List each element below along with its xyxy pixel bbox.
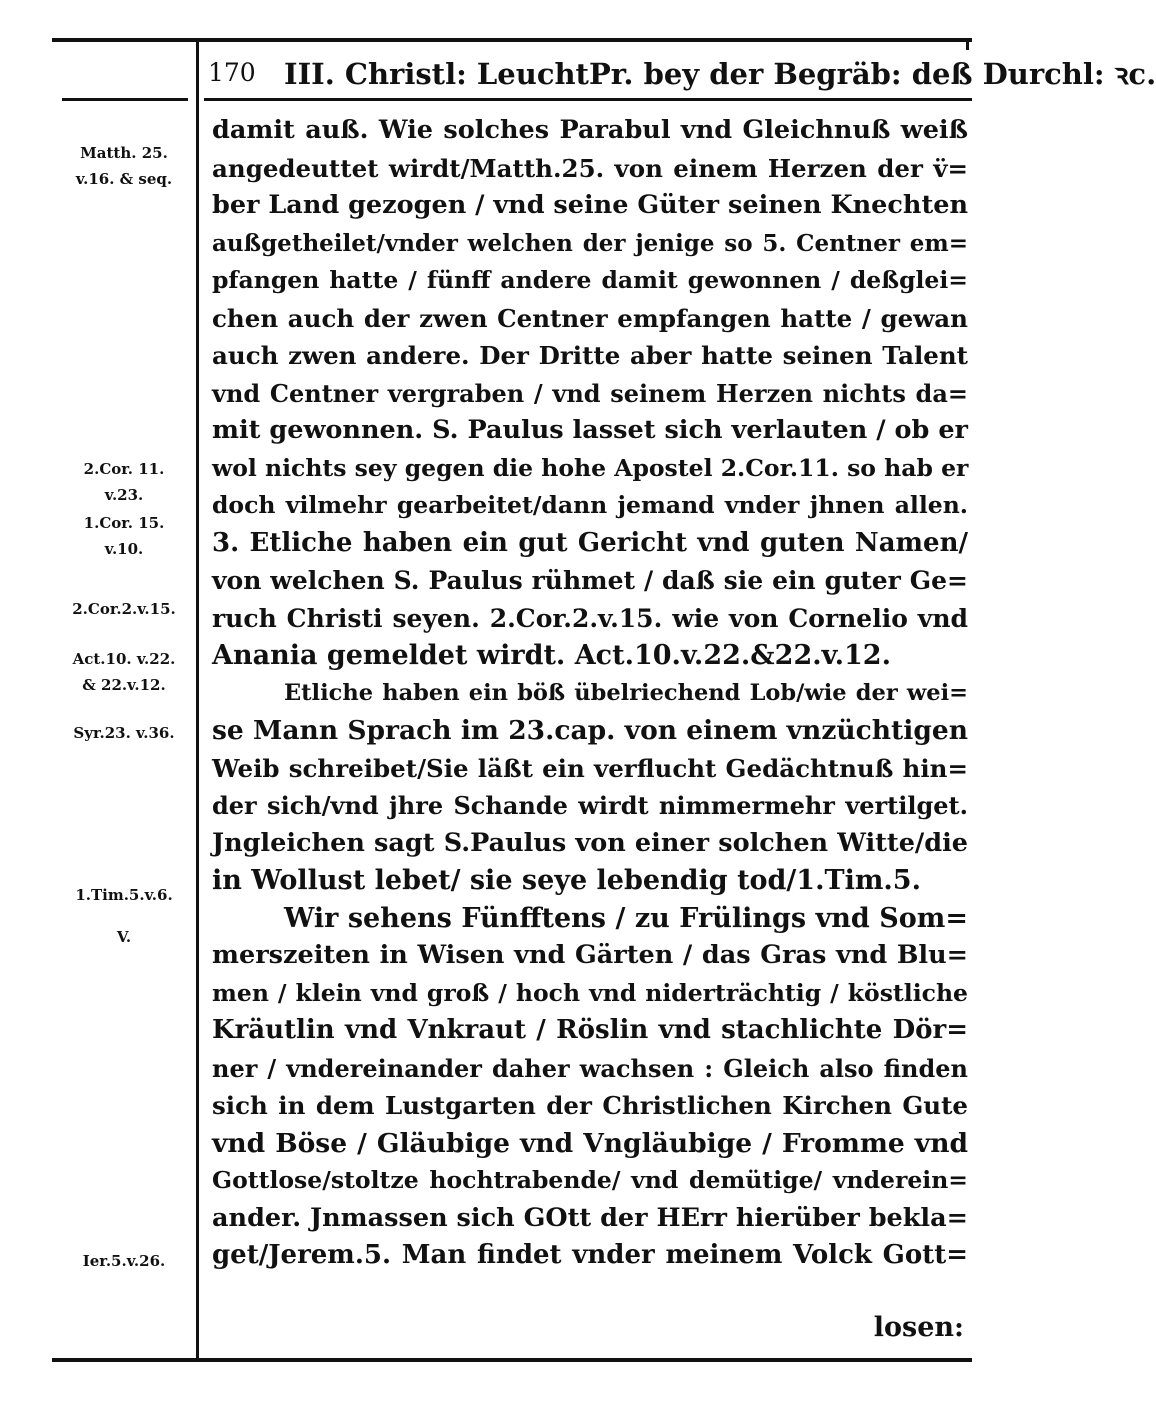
text-line: se Mann Sprach im 23.cap. von einem vnzüchtigen bbox=[212, 715, 968, 746]
column-divider bbox=[196, 40, 199, 1362]
text-line: Wir sehens Fünfftens / zu Frülings vnd Som= bbox=[284, 902, 968, 934]
text-line: auch zwen andere. Der Dritte aber hatte seinen Talent bbox=[212, 341, 968, 370]
marginal-line: V. bbox=[116, 928, 132, 946]
text-line: damit auß. Wie solches Parabul vnd Gleichnuß weiß bbox=[212, 115, 968, 145]
marginal-note bbox=[54, 1248, 194, 1274]
text-line: men / klein vnd groß / hoch vnd niderträchtig / köstliche bbox=[212, 978, 968, 1007]
text-line: Weib schreibet/Sie läßt ein verflucht Gedächtnuß hin= bbox=[212, 753, 968, 783]
text-line: angedeuttet wirdt/Matth.25. von einem Herzen der v̈= bbox=[212, 153, 968, 183]
marginal-note bbox=[54, 456, 194, 508]
running-head bbox=[208, 52, 1156, 96]
marginal-line: Matth. 25. bbox=[80, 144, 168, 162]
text-line: ner / vndereinander daher wachsen : Gleich also finden bbox=[212, 1053, 968, 1083]
text-line: Kräutlin vnd Vnkraut / Röslin vnd stachlichte Dör= bbox=[212, 1015, 968, 1045]
marginal-note bbox=[54, 720, 194, 746]
marginal-line: Act.10. v.22. bbox=[72, 650, 176, 668]
margin-header-rule bbox=[62, 98, 188, 101]
running-title: III. Christl: LeuchtPr. bey der Begräb: deß Durchl: ꝛc. bbox=[284, 57, 1156, 91]
text-line: vnd Böse / Gläubige vnd Vngläubige / Fromme vnd bbox=[212, 1127, 968, 1159]
main-text bbox=[212, 112, 968, 1275]
marginal-line: Ier.5.v.26. bbox=[82, 1252, 166, 1270]
marginal-note bbox=[54, 924, 194, 950]
text-line: doch vilmehr gearbeitet/dann jemand vnder jhnen allen. bbox=[212, 491, 968, 519]
text-line: ander. Jnmassen sich GOtt der HErr hierüber bekla= bbox=[212, 1202, 968, 1233]
marginal-line: v.16. & seq. bbox=[75, 170, 173, 188]
marginal-line: 2.Cor. 11. bbox=[83, 460, 165, 478]
top-rule bbox=[52, 38, 972, 42]
marginal-note bbox=[54, 140, 194, 192]
text-line: Gottlose/stoltze hochtrabende/ vnd demütige/ vnderein= bbox=[212, 1166, 968, 1194]
text-line: mit gewonnen. S. Paulus lasset sich verlauten / ob er bbox=[212, 415, 968, 445]
marginal-line: v.10. bbox=[104, 540, 144, 558]
marginal-line: 2.Cor.2.v.15. bbox=[72, 600, 176, 618]
marginal-note bbox=[54, 882, 194, 908]
marginal-note bbox=[54, 596, 194, 622]
page-number: 170 bbox=[208, 58, 256, 87]
text-line: wol nichts sey gegen die hohe Apostel 2.Cor.11. so hab er bbox=[212, 453, 969, 482]
text-line: ber Land gezogen / vnd seine Güter seinen Knechten bbox=[212, 190, 968, 220]
marginal-line: Syr.23. v.36. bbox=[73, 724, 175, 742]
text-line: Jngleichen sagt S.Paulus von einer solchen Witte/die bbox=[212, 827, 968, 858]
text-line: sich in dem Lustgarten der Christlichen Kirchen Gute bbox=[212, 1091, 968, 1120]
text-line: Anania gemeldet wirdt. Act.10.v.22.&22.v.12. bbox=[212, 640, 891, 671]
marginal-note bbox=[54, 510, 194, 562]
right-rule bbox=[966, 40, 969, 50]
text-line: Etliche haben ein böß übelriechend Lob/wie der wei= bbox=[284, 679, 968, 706]
text-line: in Wollust lebet/ sie seye lebendig tod/1.Tim.5. bbox=[212, 865, 921, 896]
text-line: merszeiten in Wisen vnd Gärten / das Gras vnd Blu= bbox=[212, 940, 968, 970]
marginal-line: v.23. bbox=[104, 486, 144, 504]
text-line: chen auch der zwen Centner empfangen hatte / gewan bbox=[212, 303, 968, 333]
text-line: vnd Centner vergraben / vnd seinem Herzen nichts da= bbox=[212, 378, 968, 408]
bottom-rule bbox=[52, 1358, 972, 1362]
text-line: pfangen hatte / fünff andere damit gewonnen / deßglei= bbox=[212, 266, 968, 294]
marginal-line: & 22.v.12. bbox=[82, 676, 166, 694]
marginal-line: 1.Cor. 15. bbox=[83, 514, 165, 532]
text-line: der sich/vnd jhre Schande wirdt nimmermehr vertilget. bbox=[212, 791, 968, 820]
marginal-line: 1.Tim.5.v.6. bbox=[75, 886, 173, 904]
text-line: get/Jerem.5. Man findet vnder meinem Volck Gott= bbox=[212, 1240, 968, 1270]
catchword: losen: bbox=[873, 1312, 964, 1343]
header-rule bbox=[204, 98, 972, 101]
text-line: 3. Etliche haben ein gut Gericht vnd guten Namen/ bbox=[212, 527, 968, 558]
text-line: von welchen S. Paulus rühmet / daß sie ein guter Ge= bbox=[212, 566, 968, 595]
marginal-note bbox=[54, 646, 194, 698]
text-line: außgetheilet/vnder welchen der jenige so 5. Centner em= bbox=[212, 229, 968, 257]
text-line: ruch Christi seyen. 2.Cor.2.v.15. wie von Cornelio vnd bbox=[212, 603, 968, 633]
